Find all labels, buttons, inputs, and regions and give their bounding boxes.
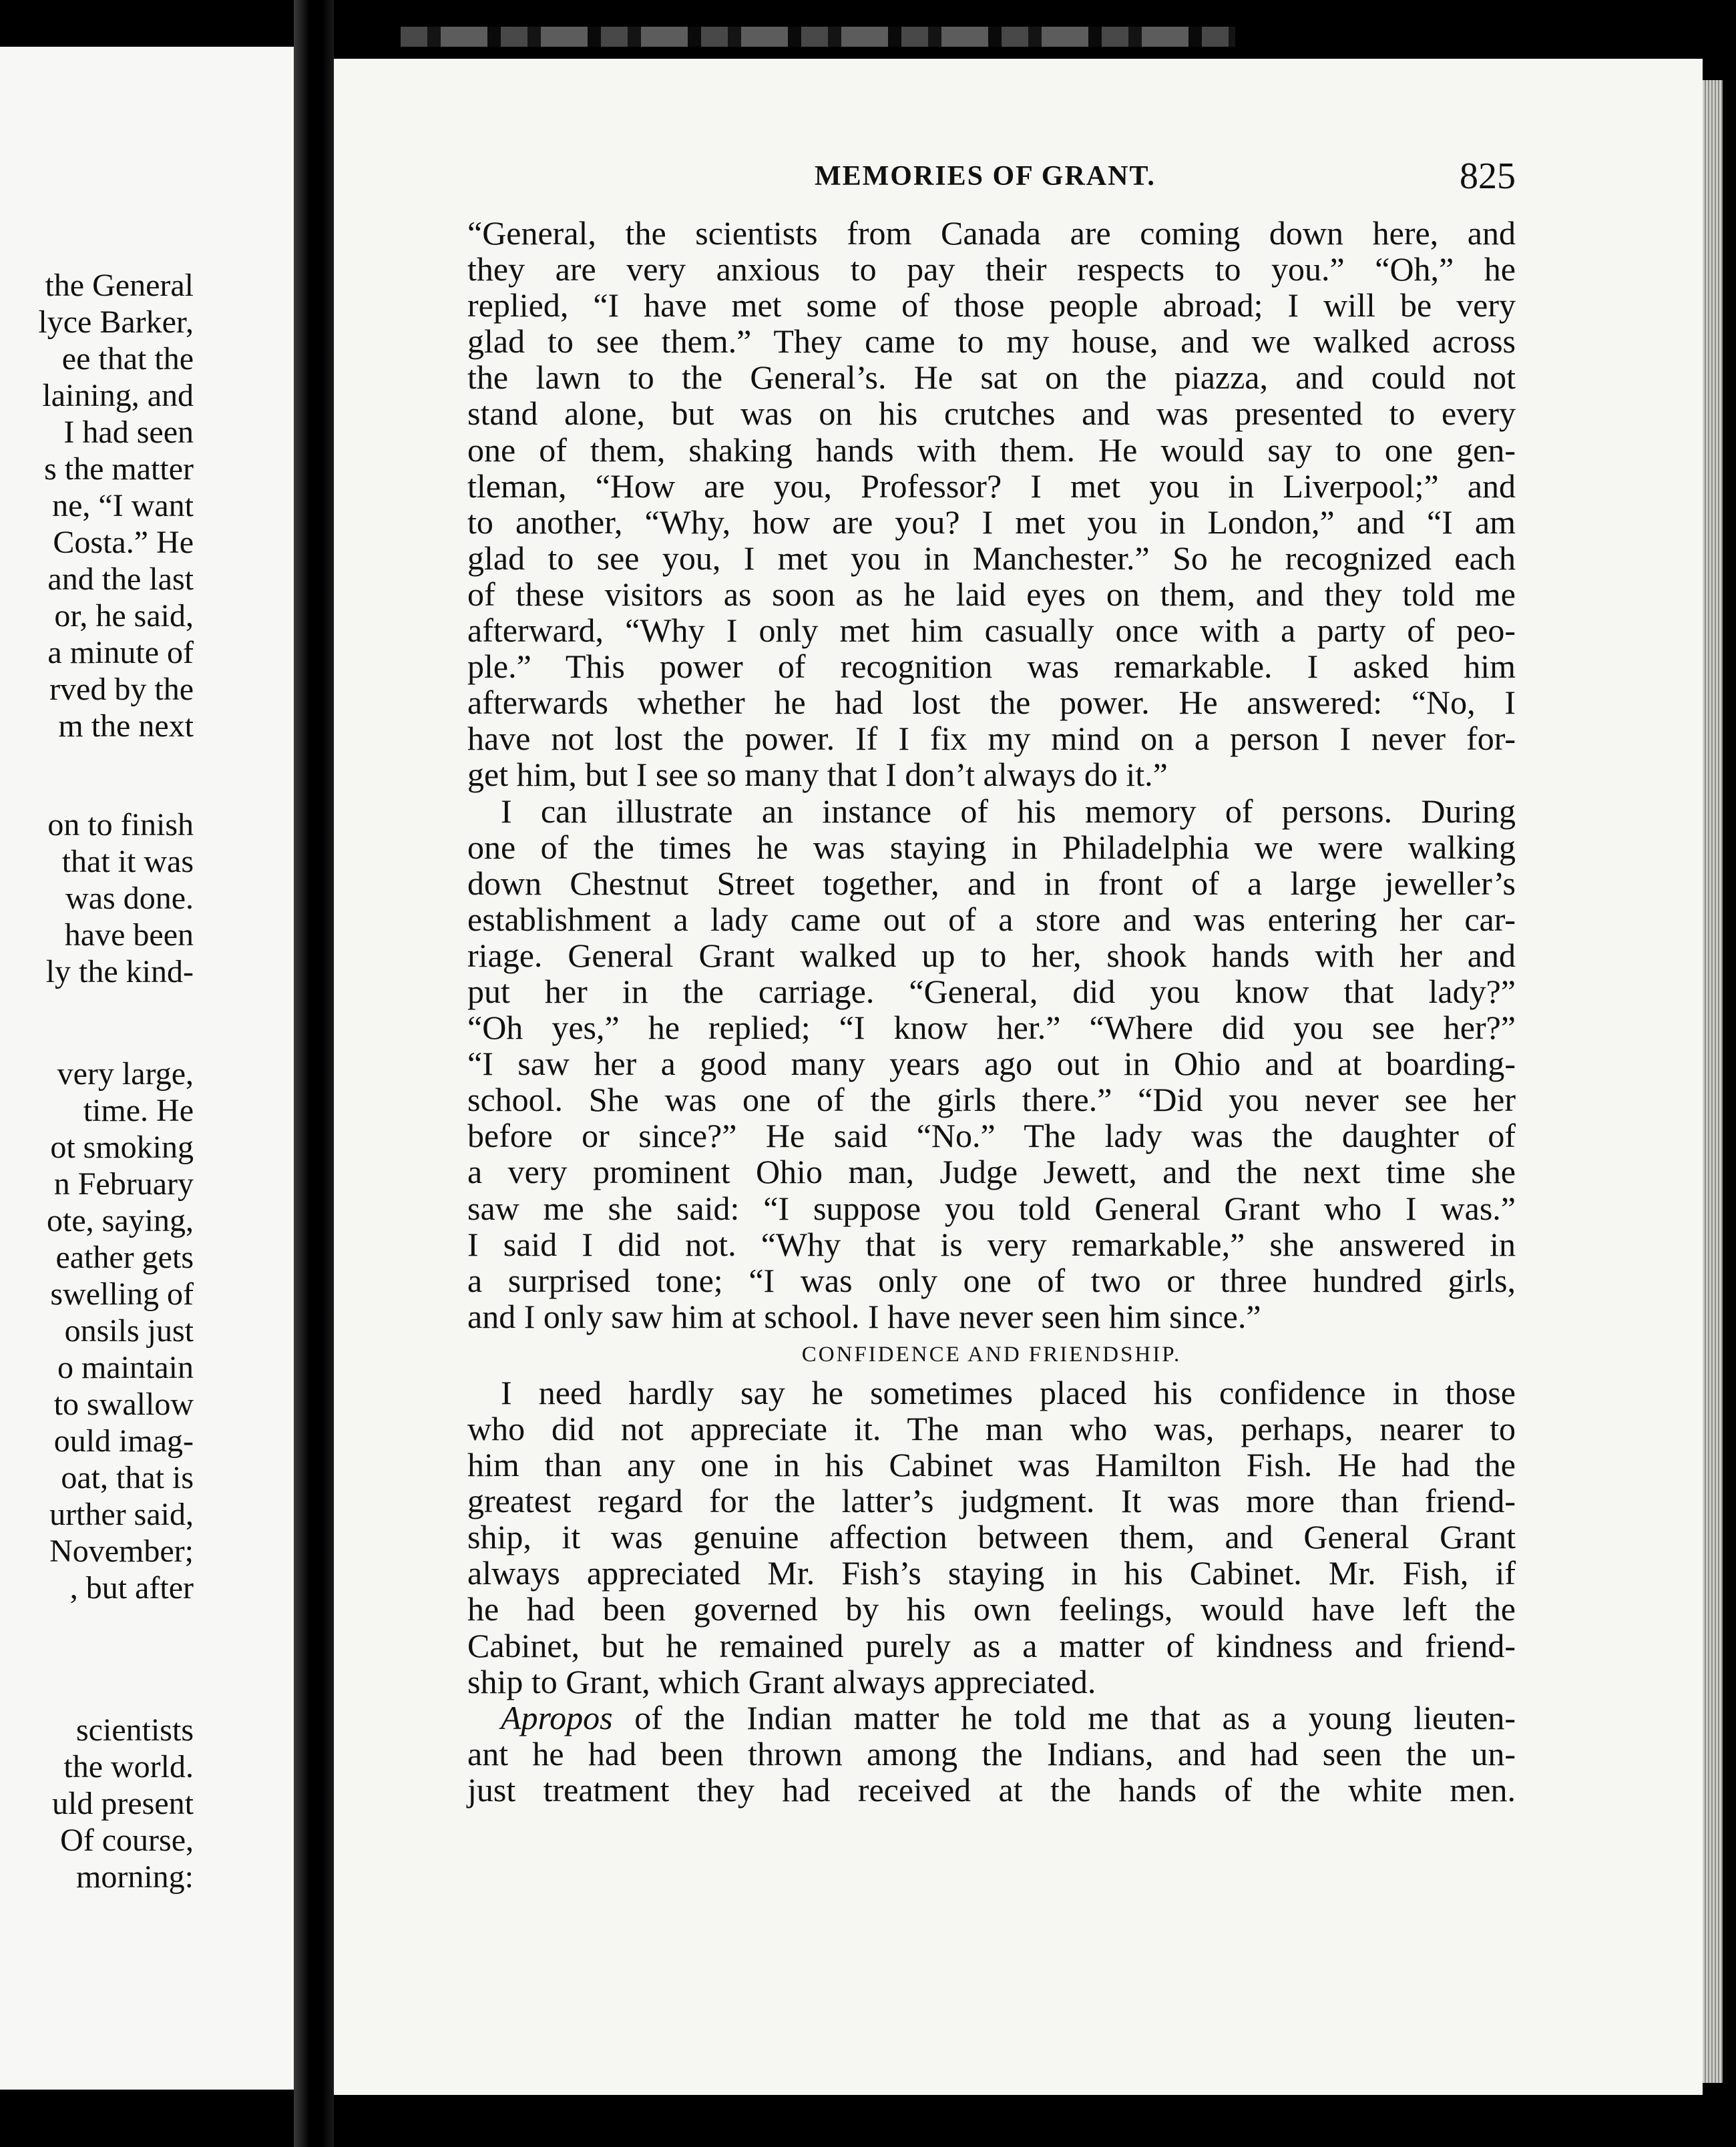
facing-line: morning: [76,1859,194,1895]
text-line: ship to Grant, which Grant always appreciated. [467,1662,1096,1700]
facing-line: laining, and [42,378,194,413]
facing-line: uld present [52,1786,194,1821]
text-line: I can illustrate an instance of his memory of persons. During [501,792,1516,830]
text-line: glad to see them.” They came to my house, and we walked across [467,322,1516,361]
running-head-title: MEMORIES OF GRANT. [815,161,1156,192]
facing-line: Costa.” He [53,525,194,560]
facing-line: have been [64,917,194,953]
text-line: replied, “I have met some of those people abroad; I will be very [467,286,1516,324]
text-line: have not lost the power. If I fix my mind on a person I never for- [467,720,1516,758]
facing-line: Of course, [60,1823,194,1858]
facing-line: o maintain [57,1350,194,1385]
text-line: of these visitors as soon as he laid eyes on them, and they told me [467,575,1516,613]
facing-line: , but after [69,1570,194,1606]
text-line: the lawn to the General’s. He sat on the piazza, and could not [467,359,1516,397]
text-line: I said I did not. “Why that is very remarkable,” she answered in [467,1225,1516,1263]
text-line: always appreciated Mr. Fish’s staying in his Cabinet. Mr. Fish, if [467,1554,1516,1592]
facing-line: ly the kind- [45,954,194,989]
text-line: put her in the carriage. “General, did you know that lady?” [467,972,1516,1010]
italic-word: Apropos [501,1698,613,1736]
text-line: one of the times he was staying in Philadelphia we were walking [467,828,1516,866]
text-line: him than any one in his Cabinet was Hamilton Fish. He had the [467,1446,1516,1484]
facing-line: ne, “I want [52,488,194,523]
text-line: and I only saw him at school. I have never seen him since.” [467,1297,1261,1335]
text-line: down Chestnut Street together, and in front of a large jeweller’s [467,864,1516,902]
facing-line: n February [53,1166,194,1202]
facing-line: oat, that is [61,1460,194,1495]
text-line: I need hardly say he sometimes placed his confidence in those [501,1373,1516,1411]
text-line: ship, it was genuine affection between them, and General Grant [467,1518,1516,1556]
facing-line: urther said, [49,1497,194,1532]
facing-line: onsils just [64,1313,194,1349]
facing-line: time. He [83,1093,194,1128]
running-head [467,155,1516,202]
text-line: a very prominent Ohio man, Judge Jewett, and the next time she [467,1153,1516,1191]
text-line: they are very anxious to pay their respects to you.” “Oh,” he [467,250,1516,288]
facing-line: swelling of [50,1276,194,1312]
text-line: a surprised tone; “I was only one of two or three hundred girls, [467,1261,1516,1299]
facing-line: lyce Barker, [38,304,194,340]
facing-line: ot smoking [50,1130,194,1165]
text-line: who did not appreciate it. The man who was, perhaps, nearer to [467,1410,1516,1447]
text-line: afterwards whether he had lost the power. He answered: “No, I [467,684,1516,722]
text-line: stand alone, but was on his crutches and was presented to every [467,395,1516,433]
text-line: glad to see you, I met you in Manchester.” So he recognized each [467,539,1516,577]
facing-line: and the last [47,561,194,597]
text-line: to another, “Why, how are you? I met you in London,” and “I am [467,503,1516,541]
facing-line: s the matter [44,451,194,487]
text-line: riage. General Grant walked up to her, shook hands with her and [467,936,1516,974]
text-line: saw me she said: “I suppose you told General Grant who I was.” [467,1189,1516,1227]
facing-line: ote, saying, [47,1203,194,1238]
facing-line: I had seen [63,415,194,450]
facing-line: a minute of [47,635,194,670]
facing-line: ee that the [61,341,194,377]
text-line: get him, but I see so many that I don’t always do it.” [467,756,1168,794]
section-heading: CONFIDENCE AND FRIENDSHIP. [801,1342,1182,1367]
text-line: ple.” This power of recognition was remarkable. I asked him [467,648,1516,686]
facing-line: or, he said, [54,598,194,634]
text-line: “Oh yes,” he replied; “I know her.” “Where did you see her?” [467,1009,1516,1047]
facing-line: very large, [57,1056,194,1092]
facing-page-fragment [0,47,294,2090]
text-line: “General, the scientists from Canada are coming down here, and [467,214,1516,252]
text-line: tleman, “How are you, Professor? I met you in Liverpool;” and [467,467,1516,505]
facing-line: to swallow [53,1387,194,1422]
facing-line: the General [45,268,194,303]
facing-line: m the next [58,708,194,744]
text-line: greatest regard for the latter’s judgment. It was more than friend- [467,1482,1516,1520]
text-line: Cabinet, but he remained purely as a matter of kindness and friend- [467,1626,1516,1664]
text-line: before or since?” He said “No.” The lady was the daughter of [467,1117,1516,1155]
text-line: “I saw her a good many years ago out in Ohio and at boarding- [467,1045,1516,1083]
text-line: one of them, shaking hands with them. He would say to one gen- [467,431,1516,469]
text-line: school. She was one of the girls there.” “Did you never see her [467,1081,1516,1119]
facing-line: rved by the [49,672,194,707]
page-number: 825 [1460,156,1516,197]
book-gutter [294,0,334,2147]
facing-line: that it was [61,844,194,879]
facing-line: the world. [63,1749,194,1784]
facing-line: was done. [65,881,194,916]
facing-line: November; [49,1533,194,1569]
page-body [467,215,1516,1808]
text-line: ant he had been thrown among the Indians, and had seen the un- [467,1734,1516,1772]
facing-page-text [0,267,194,1895]
text-line [467,1700,1516,1736]
text-line: afterward, “Why I only met him casually once with a party of peo- [467,612,1516,650]
facing-line: ould imag- [53,1423,194,1459]
text-line: just treatment they had received at the hands of the white men. [467,1770,1516,1809]
page-edges [1703,80,1723,2083]
scan-edge-strip [401,27,1235,47]
text-line: he had been governed by his own feelings, would have left the [467,1590,1516,1628]
facing-line: on to finish [47,807,194,843]
facing-line: scientists [76,1712,194,1748]
text-run: of the Indian matter he told me that as a young lieuten- [612,1698,1516,1736]
facing-line: eather gets [55,1240,194,1275]
text-line: establishment a lady came out of a store and was entering her car- [467,900,1516,938]
